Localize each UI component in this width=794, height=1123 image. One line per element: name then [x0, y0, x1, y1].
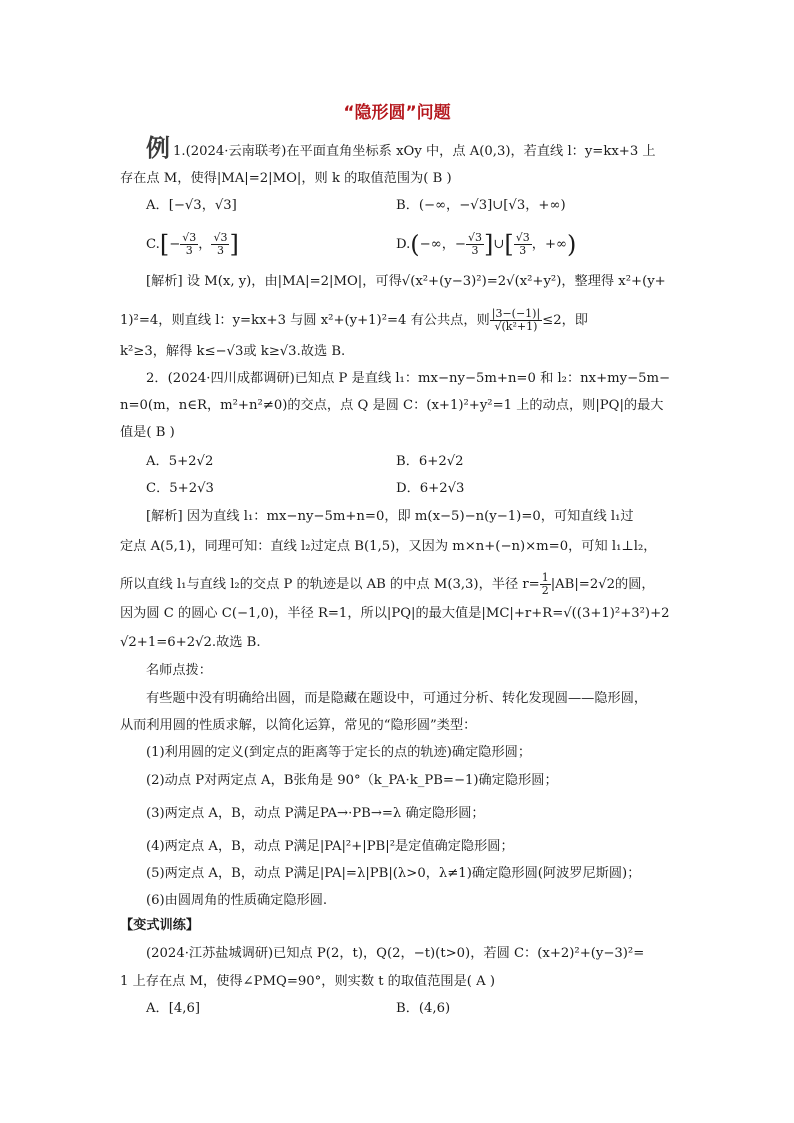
- q1-solution-line-2-a: 1)²=4，则直线 l：y=kx+3 与圆 x²+(y+1)²=4 有公共点，则: [120, 313, 490, 328]
- q1-option-d-part-a: −∞，−: [419, 237, 466, 252]
- q2-option-b: B．6+2√2: [396, 454, 464, 469]
- page-title: “隐形圆”问题: [343, 103, 451, 123]
- q2-line-3: 值是( B ): [120, 425, 175, 440]
- q1-option-c-minus: −: [169, 237, 181, 252]
- q2-solution-line-5: √2+1=6+2√2.故选 B.: [120, 635, 261, 650]
- tips-item-6: (6)由圆周角的性质确定隐形圆.: [146, 893, 328, 908]
- q1-option-d-frac1: $\frac{√3}{3}$: [467, 231, 482, 257]
- q2-option-c: C．5+2√3: [146, 481, 214, 496]
- tips-item-5: (5)两定点 A，B，动点 P满足|PA|=λ|PB|(λ>0，λ≠1)确定隐形圆(阿波罗尼斯圆)；: [146, 866, 641, 881]
- q1-line-2: 存在点 M，使得|MA|=2|MO|，则 k 的取值范围为( B ): [120, 171, 452, 186]
- q1-option-b: B．(−∞，−√3]∪[√3，+∞): [396, 198, 566, 213]
- q2-solution-line-4: 因为圆 C 的圆心 C(−1,0)，半径 R=1，所以|PQ|的最大值是|MC|+r+R=√((3+1)²+3²)+2: [120, 606, 670, 621]
- q1-option-c-frac2: $\frac{√3}{3}$: [213, 231, 228, 257]
- q1-option-d-frac2: $\frac{√3}{3}$: [515, 231, 530, 257]
- q2-solution-line-2: 定点 A(5,1)，同理可知：直线 l₂过定点 B(1,5)，又因为 m×n+(−n)×m=0，可知 l₁⊥l₂，: [120, 539, 657, 554]
- q1-solution-line-3: k²≥3，解得 k≤−√3或 k≥√3.故选 B.: [120, 344, 346, 359]
- tips-item-2: (2)动点 P对两定点 A，B张角是 90°（k_PA·k_PB=−1)确定隐形圆；: [146, 773, 558, 788]
- q2-solution-line-1: [解析] 因为直线 l₁：mx−ny−5m+n=0，即 m(x−5)−n(y−1)=0，可知直线 l₁过: [146, 509, 634, 524]
- variant-option-a: A．[4,6]: [146, 1001, 200, 1016]
- tips-heading: 名师点拨：: [146, 663, 212, 678]
- example-mark: 例: [146, 133, 170, 162]
- q2-solution-line-3: [120, 572, 655, 597]
- tips-item-1: (1)利用圆的定义(到定点的距离等于定长的点的轨迹)确定隐形圆；: [146, 745, 532, 760]
- q1-option-c: C.[− $\frac{√3}{3}$ ， $\frac{√3}{3}$ ]: [146, 230, 239, 259]
- variant-line-1: (2024·江苏盐城调研)已知点 P(2，t)，Q(2，−t)(t>0)，若圆 C：(x+2)²+(y−3)²=: [146, 946, 645, 961]
- q2-option-d: D．6+2√3: [396, 481, 465, 496]
- q1-option-d-prefix: D.: [396, 237, 411, 252]
- q2-line-1: 2．(2024·四川成都调研)已知点 P 是直线 l₁：mx−ny−5m+n=0 和 l₂：nx+my−5m−: [146, 371, 671, 386]
- q1-solution-line-2-b: ≤2，即: [542, 313, 588, 328]
- q2-solution-line-3-a: 所以直线 l₁与直线 l₂的交点 P 的轨迹是以 AB 的中点 M(3,3)，半径 r=: [120, 577, 540, 592]
- q1-solution-fraction: $\frac{|3-(-1)|}{\text{√(k²+1)}}$: [491, 307, 541, 333]
- q1-solution-line-2: [120, 308, 588, 333]
- q1-option-c-frac1: $\frac{√3}{3}$: [182, 231, 197, 257]
- q2-line-2: n=0(m，n∈R，m²+n²≠0)的交点，点 Q 是圆 C：(x+1)²+y²=1 上的动点，则|PQ|的最大: [120, 398, 664, 413]
- tips-paragraph-2: 从而利用圆的性质求解，以简化运算，常见的“隐形圆”类型：: [120, 718, 477, 733]
- q1-option-d: D.(−∞，− $\frac{√3}{3}$ ]∪[ $\frac{√3}{3}$ ，+∞): [396, 230, 577, 259]
- q1-option-d-part-c: ，+∞: [531, 237, 568, 252]
- q2-solution-line-3-b: |AB|=2√2的圆，: [550, 577, 655, 592]
- q1-solution-line-1: [解析] 设 M(x, y)，由|MA|=2|MO|，可得√(x²+(y−3)²)=2√(x²+y²)，整理得 x²+(y+: [146, 274, 666, 289]
- tips-item-4: (4)两定点 A，B，动点 P满足|PA|²+|PB|²是定值确定隐形圆；: [146, 839, 514, 854]
- q2-option-a: A．5+2√2: [146, 454, 214, 469]
- q1-option-c-prefix: C.: [146, 237, 160, 252]
- variant-option-b: B．(4,6): [396, 1001, 451, 1016]
- tips-item-3: (3)两定点 A，B，动点 P满足PA→·PB→=λ 确定隐形圆；: [146, 806, 485, 821]
- q2-solution-fraction: $\frac{1}{2}$: [541, 571, 549, 597]
- q1-option-d-union: ∪: [493, 237, 505, 252]
- tips-paragraph-1: 有些题中没有明确给出圆，而是隐藏在题设中，可通过分析、转化发现圆——隐形圆，: [146, 691, 648, 706]
- variant-line-2: 1 上存在点 M，使得∠PMQ=90°，则实数 t 的取值范围是( A ): [120, 974, 496, 989]
- variant-heading: 【变式训练】: [120, 918, 200, 933]
- q1-line-1: 1.(2024·云南联考)在平面直角坐标系 xOy 中，点 A(0,3)，若直线 l：y=kx+3 上: [173, 144, 656, 159]
- q1-option-a: A．[−√3，√3]: [146, 198, 237, 213]
